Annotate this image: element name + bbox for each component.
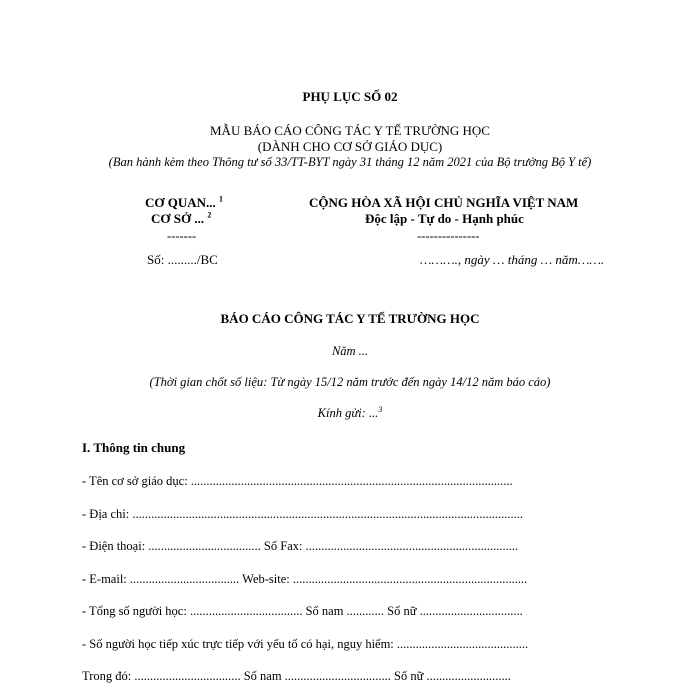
facility-text: CƠ SỞ ... (151, 211, 205, 226)
field-phone-fax: - Điện thoại: .................................... Số Fax: .................................................................... (82, 539, 519, 553)
field-facility-name: - Tên cơ sở giáo dục: ....................................................................................................... (82, 474, 513, 488)
form-subtitle: (DÀNH CHO CƠ SỞ GIÁO DỤC) (257, 139, 443, 154)
facility-footnote-ref: 2 (207, 210, 212, 220)
section-heading: I. Thông tin chung (82, 440, 186, 455)
field-address: - Địa chỉ: ............................................................................................................................. (82, 507, 523, 521)
agency-text: CƠ QUAN... (145, 195, 216, 210)
issued-note: (Ban hành kèm theo Thông tư số 33/TT-BYT ngày 31 tháng 12 năm 2021 của Bộ trưởng Bộ Y tế) (108, 155, 592, 169)
report-title: BÁO CÁO CÔNG TÁC Y TẾ TRƯỜNG HỌC (220, 311, 480, 326)
national-motto: Độc lập - Tự do - Hạnh phúc (365, 211, 524, 226)
period-note: (Thời gian chốt số liệu: Từ ngày 15/12 năm trước đến ngày 14/12 năm báo cáo) (149, 375, 551, 389)
field-total-learners: - Tổng số người học: .................................... Số nam ............ Số nữ ................................. (82, 604, 523, 618)
country-name: CỘNG HÒA XÃ HỘI CHỦ NGHĨA VIỆT NAM (309, 195, 579, 210)
recipient-text: Kính gửi: ... (317, 406, 379, 420)
facility-label (151, 211, 211, 227)
form-title: MẪU BÁO CÁO CÔNG TÁC Y TẾ TRƯỜNG HỌC (210, 123, 490, 138)
recipient-line (0, 406, 700, 421)
appendix-title: PHỤ LỤC SỐ 02 (302, 89, 398, 104)
right-separator: --------------- (417, 229, 480, 243)
report-number: Số: ........./BC (147, 252, 218, 267)
field-email-website: - E-mail: ................................... Web-site: ........................................................................... (82, 572, 528, 586)
date-line: ………., ngày … tháng … năm……. (420, 252, 605, 267)
agency-label (145, 195, 223, 211)
left-separator: ------- (167, 229, 197, 243)
field-exposed-learners: - Số người học tiếp xúc trực tiếp với yếu tố có hại, nguy hiểm: .......................................... (82, 637, 529, 651)
field-of-which: Trong đó: .................................. Số nam .................................. Số nữ ........................... (82, 669, 511, 683)
year-line: Năm ... (331, 344, 369, 358)
recipient-footnote-ref: 3 (378, 404, 383, 414)
agency-footnote-ref: 1 (219, 194, 224, 204)
